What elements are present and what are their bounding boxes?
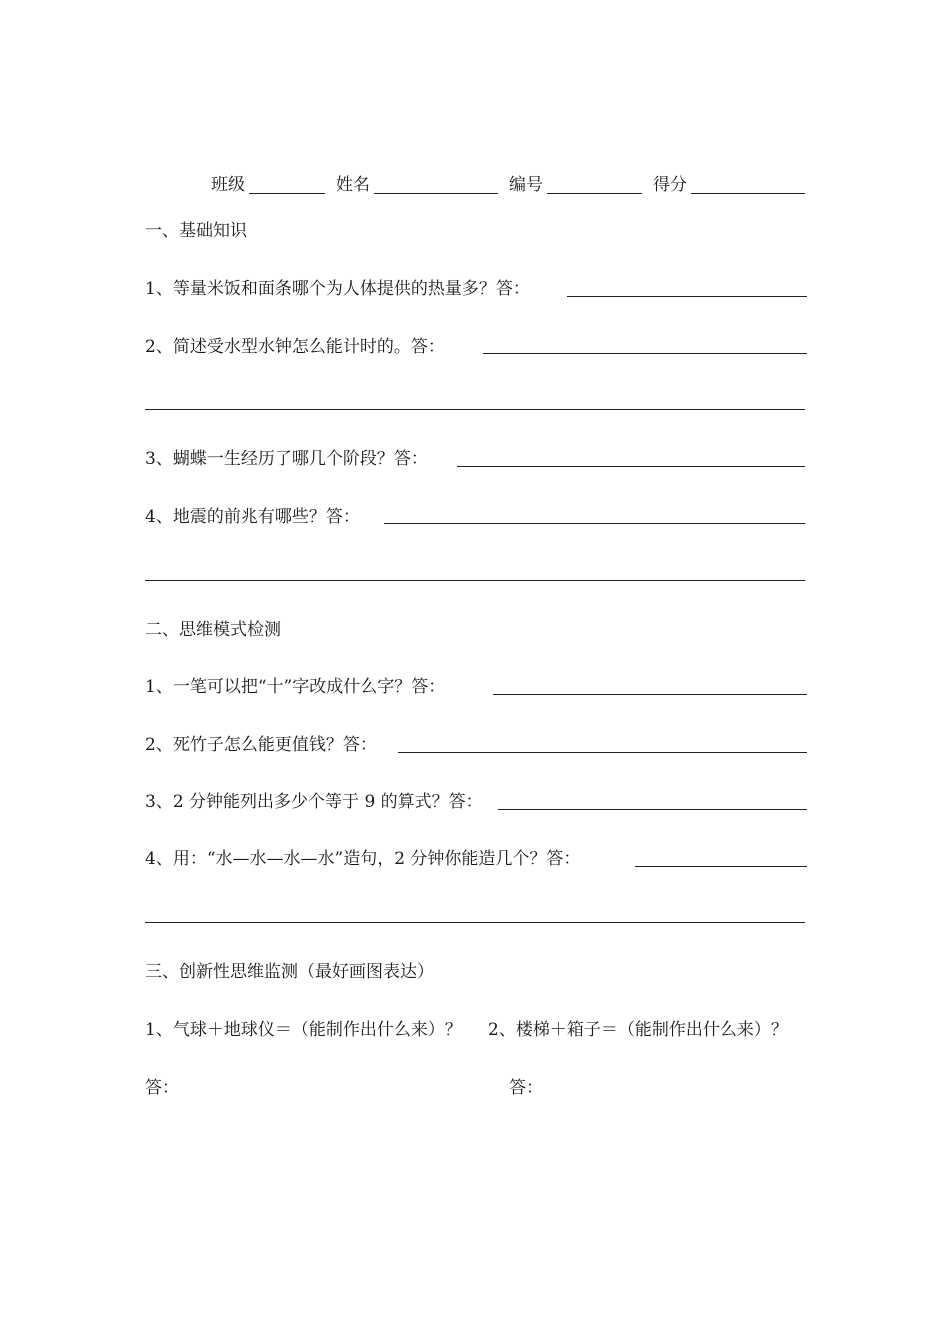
answer-label-3-1: 答：: [145, 1078, 179, 1098]
question-1-2: 2、简述受水型水钟怎么能计时的。答：: [145, 337, 445, 357]
number-label: 编号: [509, 175, 543, 195]
question-2-1: 1、一笔可以把“十”字改成什么字？答：: [145, 677, 446, 697]
question-3-1: 1、气球＋地球仪＝（能制作出什么来）？: [145, 1020, 462, 1040]
answer-line-1-2b[interactable]: [145, 409, 805, 410]
number-field[interactable]: [547, 193, 642, 194]
answer-line-2-1[interactable]: [493, 694, 807, 695]
answer-line-2-4b[interactable]: [145, 922, 805, 923]
question-2-3: 3、2 分钟能列出多少个等于 9 的算式？答：: [145, 792, 483, 812]
question-2-2: 2、死竹子怎么能更值钱？答：: [145, 735, 377, 755]
section-title: 三、创新性思维监测（最好画图表达）: [145, 962, 434, 982]
score-field[interactable]: [691, 193, 805, 194]
answer-label-3-2: 答：: [509, 1078, 543, 1098]
answer-line-1-2[interactable]: [483, 353, 807, 354]
class-label: 班级: [211, 175, 245, 195]
class-field[interactable]: [249, 193, 325, 194]
answer-line-1-4[interactable]: [384, 523, 805, 524]
name-label: 姓名: [336, 175, 370, 195]
name-field[interactable]: [374, 193, 498, 194]
question-2-4: 4、用：“水—水—水—水”造句，2 分钟你能造几个？答：: [145, 849, 581, 869]
section-title: 一、基础知识: [145, 221, 247, 241]
section-title: 二、思维模式检测: [145, 620, 281, 640]
question-1-1: 1、等量米饭和面条哪个为人体提供的热量多？答：: [145, 279, 530, 299]
answer-line-2-3[interactable]: [498, 809, 807, 810]
answer-line-1-3[interactable]: [457, 466, 805, 467]
question-3-2: 2、楼梯＋箱子＝（能制作出什么来）？: [488, 1020, 788, 1040]
score-label: 得分: [653, 175, 687, 195]
answer-line-2-2[interactable]: [398, 752, 807, 753]
question-1-4: 4、地震的前兆有哪些？答：: [145, 507, 360, 527]
answer-line-1-4b[interactable]: [145, 580, 805, 581]
question-1-3: 3、蝴蝶一生经历了哪几个阶段？答：: [145, 449, 428, 469]
answer-line-1-1[interactable]: [567, 296, 807, 297]
answer-line-2-4[interactable]: [635, 866, 807, 867]
